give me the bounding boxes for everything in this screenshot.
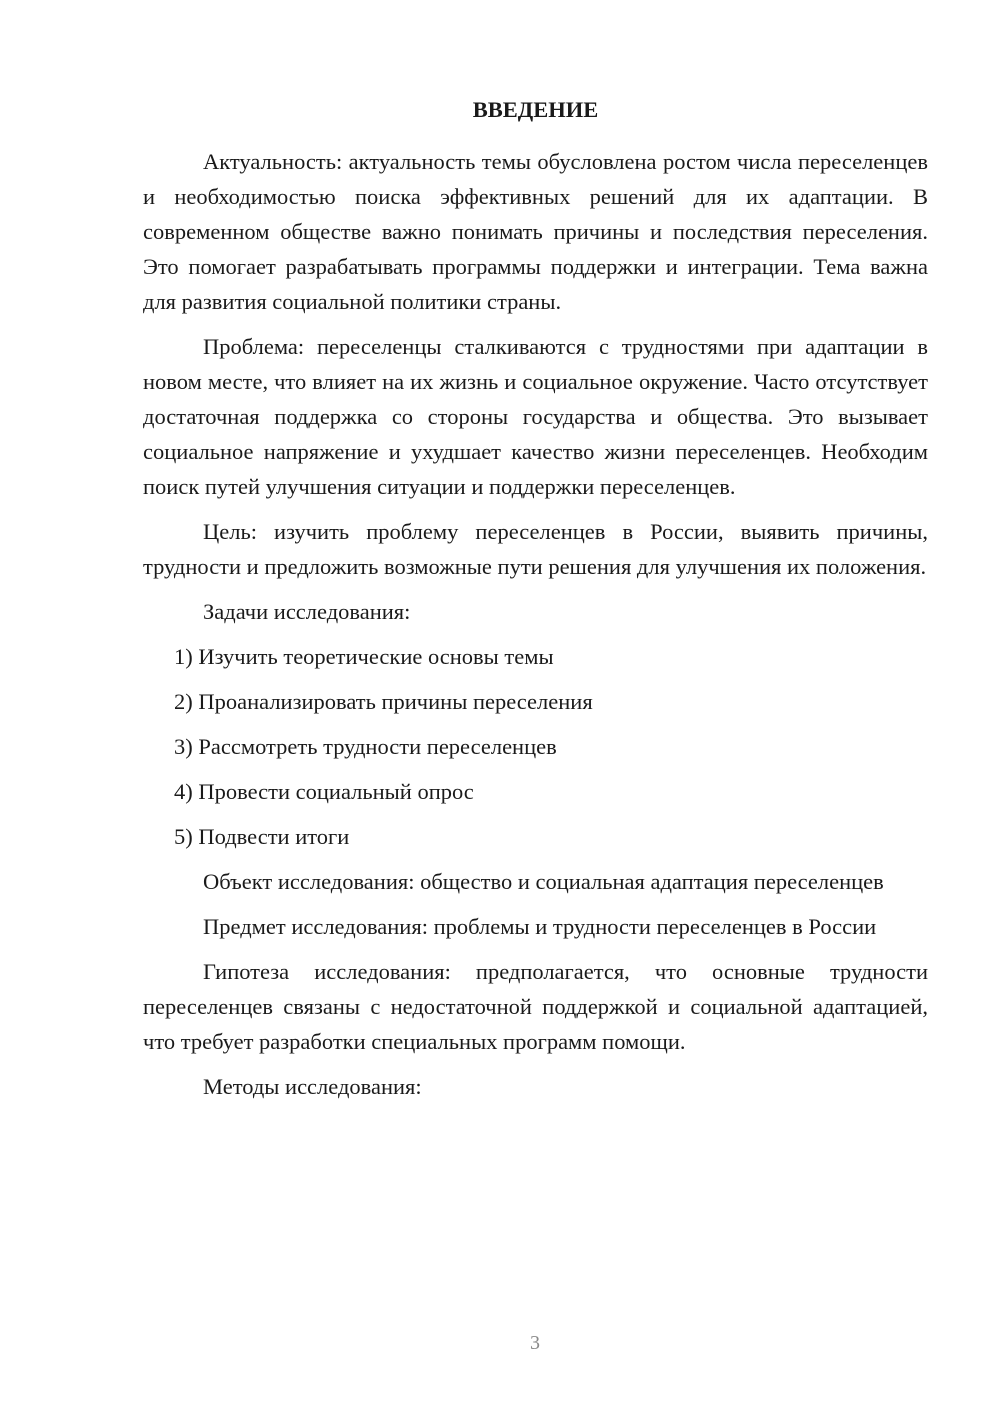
task-item: 5) Подвести итоги bbox=[174, 824, 350, 849]
goal-paragraph: Цель: изучить проблему переселенцев в России, выявить причины, трудности и предложить возможные пути решения для улучшения их положения. bbox=[143, 519, 928, 579]
subject-paragraph: Предмет исследования: проблемы и трудности переселенцев в России bbox=[203, 914, 877, 939]
tasks-list bbox=[143, 639, 928, 854]
object-paragraph: Объект исследования: общество и социальная адаптация переселенцев bbox=[203, 869, 884, 894]
section-title: ВВЕДЕНИЕ bbox=[472, 97, 599, 122]
problem-paragraph: Проблема: переселенцы сталкиваются с трудностями при адаптации в новом месте, что влияет на их жизнь и социальное окружение. Часто отсутствует достаточная поддержка со стороны государства и общества. Это вызывает социальное напряжение и ухудшает качество жизни переселенцев. Необходим поиск путей улучшения ситуации и поддержки переселенцев. bbox=[143, 334, 928, 499]
task-item: 4) Провести социальный опрос bbox=[174, 779, 474, 804]
page-content bbox=[143, 92, 928, 1114]
task-item: 3) Рассмотреть трудности переселенцев bbox=[174, 734, 557, 759]
task-item: 1) Изучить теоретические основы темы bbox=[174, 644, 554, 669]
hypothesis-paragraph: Гипотеза исследования: предполагается, что основные трудности переселенцев связаны с недостаточной поддержкой и социальной адаптацией, что требует разработки специальных программ помощи. bbox=[143, 959, 928, 1054]
task-item: 2) Проанализировать причины переселения bbox=[174, 689, 593, 714]
page-number: 3 bbox=[530, 1332, 540, 1354]
tasks-heading: Задачи исследования: bbox=[203, 599, 411, 624]
relevance-paragraph: Актуальность: актуальность темы обусловлена ростом числа переселенцев и необходимостью поиска эффективных решений для их адаптации. В современном обществе важно понимать причины и последствия переселения. Это помогает разрабатывать программы поддержки и интеграции. Тема важна для развития социальной политики страны. bbox=[143, 149, 928, 314]
methods-heading: Методы исследования: bbox=[203, 1074, 422, 1099]
